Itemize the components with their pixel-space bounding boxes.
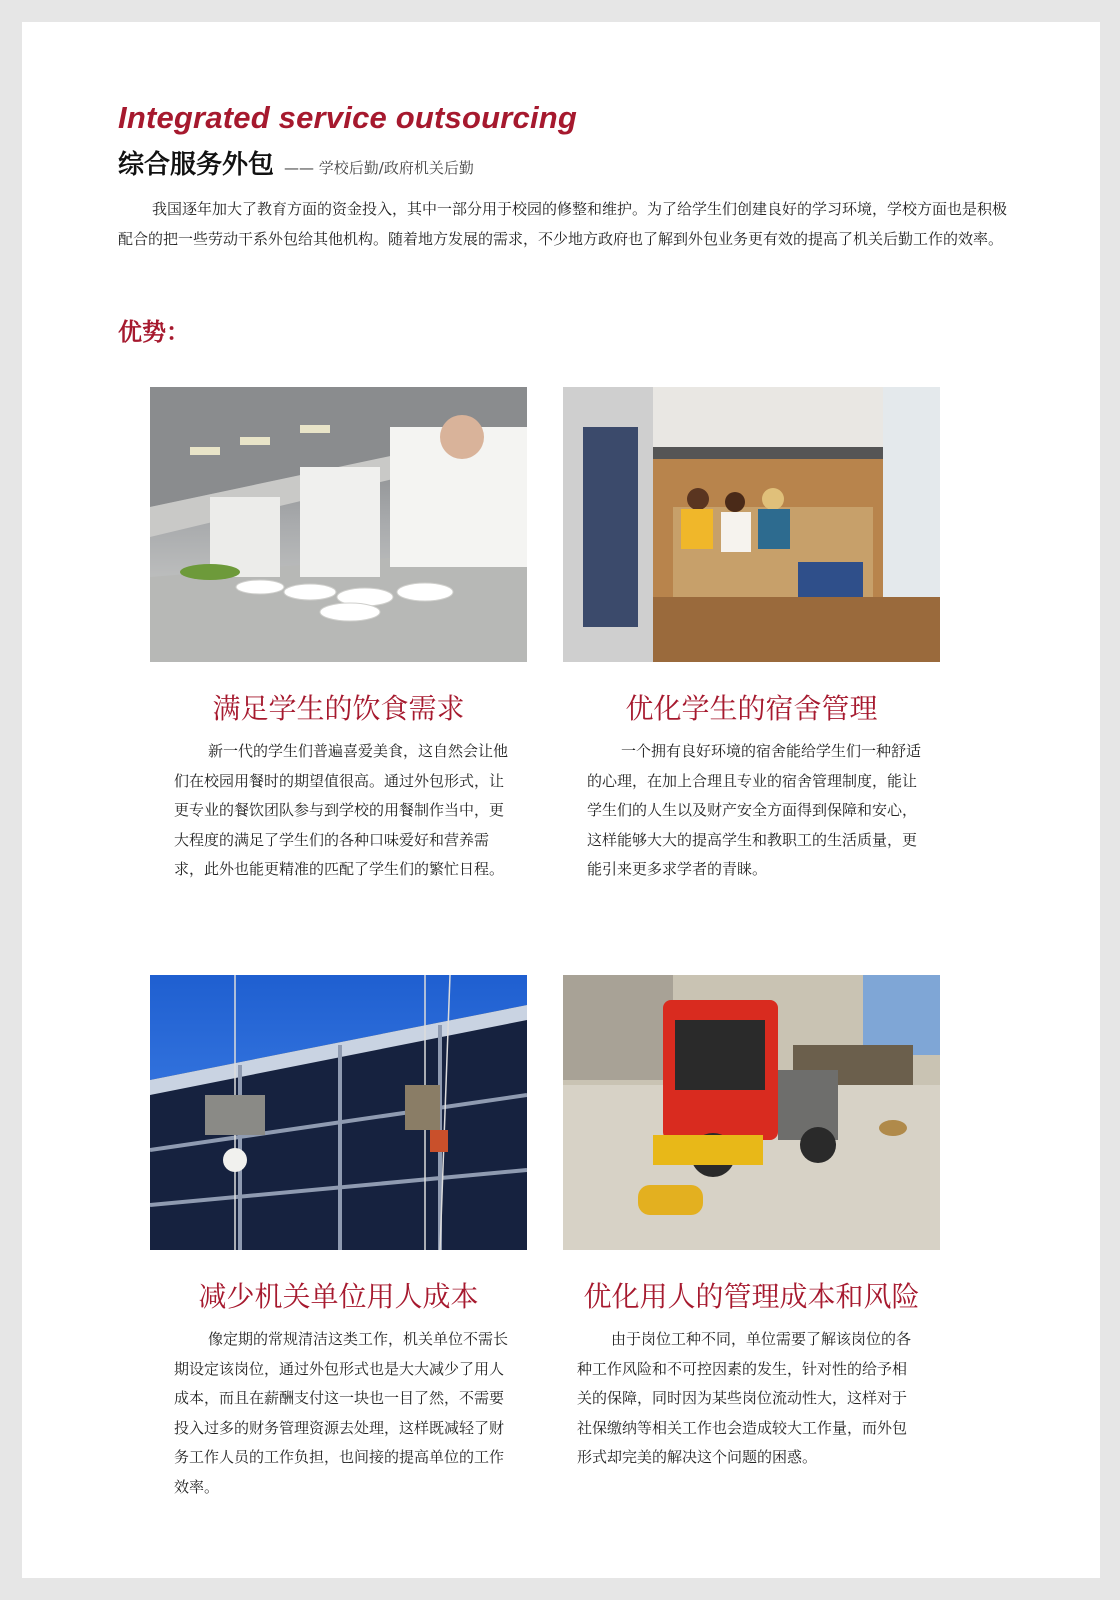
window-cleaning-photo	[150, 975, 527, 1250]
card-title: 满足学生的饮食需求	[212, 692, 465, 725]
street-sweeper-photo	[563, 975, 940, 1250]
card-text: 像定期的常规清洁这类工作，机关单位不需长期设定该岗位，通过外包形式也是大大减少了用人成本，而且在薪酬支付这一块也一目了然，不需要投入过多的财务管理资源去处理，这样既减轻了财务工作人员的工作负担，也间接的提高单位的工作效率。	[174, 1330, 509, 1496]
chinese-subtitle: —— 学校后勤/政府机关后勤	[284, 159, 474, 177]
intro-paragraph: 我国逐年加大了教育方面的资金投入，其中一部分用于校园的修整和维护。为了给学生们创建良好的学习环境，学校方面也是积极配合的把一些劳动干系外包给其他机构。随着地方发展的需求，不少地方政府也了解到外包业务更有效的提高了机关后勤工作的效率。	[118, 200, 1008, 248]
chinese-title: 综合服务外包	[118, 150, 275, 180]
advantages-heading: 优势：	[118, 318, 190, 346]
english-title: Integrated service outsourcing	[118, 100, 578, 135]
kitchen-photo	[150, 387, 527, 662]
card-title: 减少机关单位用人成本	[198, 1280, 479, 1313]
chinese-title-row	[118, 144, 474, 181]
card-text: 新一代的学生们普遍喜爱美食，这自然会让他们在校园用餐时的期望值很高。通过外包形式，让更专业的餐饮团队参与到学校的用餐制作当中，更大程度的满足了学生们的各种口味爱好和营养需求，此外也能更精准的匹配了学生们的繁忙日程。	[174, 742, 509, 878]
card-title: 优化学生的宿舍管理	[625, 692, 878, 725]
dormitory-photo	[563, 387, 940, 662]
card-text: 由于岗位工种不同，单位需要了解该岗位的各种工作风险和不可控因素的发生，针对性的给予相关的保障，同时因为某些岗位流动性大，这样对于社保缴纳等相关工作也会造成较大工作量，而外包形式却完美的解决这个问题的困惑。	[577, 1330, 912, 1466]
card-text: 一个拥有良好环境的宿舍能给学生们一种舒适的心理，在加上合理且专业的宿舍管理制度，能让学生们的人生以及财产安全方面得到保障和安心，这样能够大大的提高学生和教职工的生活质量，更能引来更多求学者的青睐。	[587, 742, 922, 878]
card-title: 优化用人的管理成本和风险	[583, 1280, 920, 1313]
brochure-page	[22, 22, 1100, 1578]
